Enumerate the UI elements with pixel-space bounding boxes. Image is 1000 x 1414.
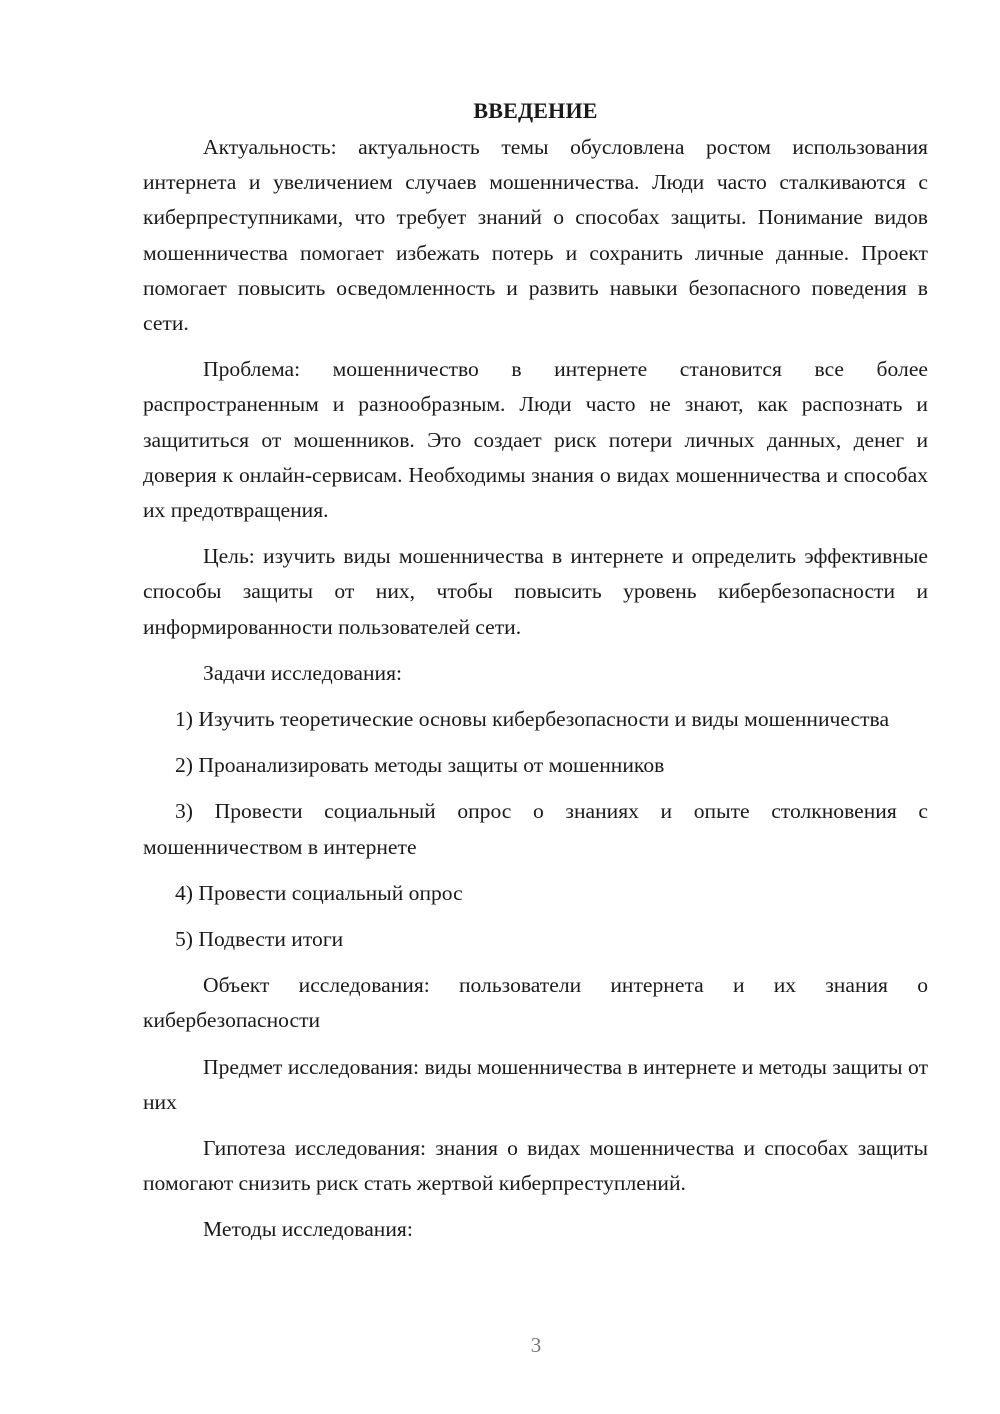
problem-paragraph: Проблема: мошенничество в интернете становится все более распространенным и разнообразным. Люди часто не знают, как распознать и защититься от мошенников. Это создает риск потери личных данных, денег и доверия к онлайн-сервисам. Необходимы знания о видах мошенничества и способах их предотвращения. (143, 357, 928, 523)
task-item-4: 4) Провести социальный опрос (175, 880, 463, 905)
section-title: ВВЕДЕНИЕ (473, 98, 598, 123)
relevance-paragraph: Актуальность: актуальность темы обусловлена ростом использования интернета и увеличением случаев мошенничества. Люди часто сталкиваются с киберпреступниками, что требует знаний о способах защиты. Понимание видов мошенничества помогает избежать потерь и сохранить личные данные. Проект помогает повысить осведомленность и развить навыки безопасного поведения в сети. (143, 135, 928, 336)
hypothesis-paragraph: Гипотеза исследования: знания о видах мошенничества и способах защиты помогают снизить риск стать жертвой киберпреступлений. (143, 1136, 928, 1196)
task-item-5: 5) Подвести итоги (175, 927, 344, 952)
goal-paragraph: Цель: изучить виды мошенничества в интернете и определить эффективные способы защиты от них, чтобы повысить уровень кибербезопасности и информированности пользователей сети. (143, 544, 928, 639)
document-page (143, 93, 928, 1248)
task-item-1: 1) Изучить теоретические основы кибербезопасности и виды мошенничества (175, 707, 890, 732)
page-number: 3 (530, 1333, 542, 1357)
task-item-2: 2) Проанализировать методы защиты от мошенников (175, 753, 665, 778)
tasks-heading: Задачи исследования: (203, 660, 403, 685)
methods-heading: Методы исследования: (203, 1217, 413, 1242)
subject-paragraph: Предмет исследования: виды мошенничества в интернете и методы защиты от них (143, 1054, 928, 1114)
object-paragraph: Объект исследования: пользователи интернета и их знания о кибербезопасности (143, 973, 928, 1033)
task-item-3: 3) Провести социальный опрос о знаниях и опыте столкновения с мошенничеством в интернете (143, 799, 928, 859)
